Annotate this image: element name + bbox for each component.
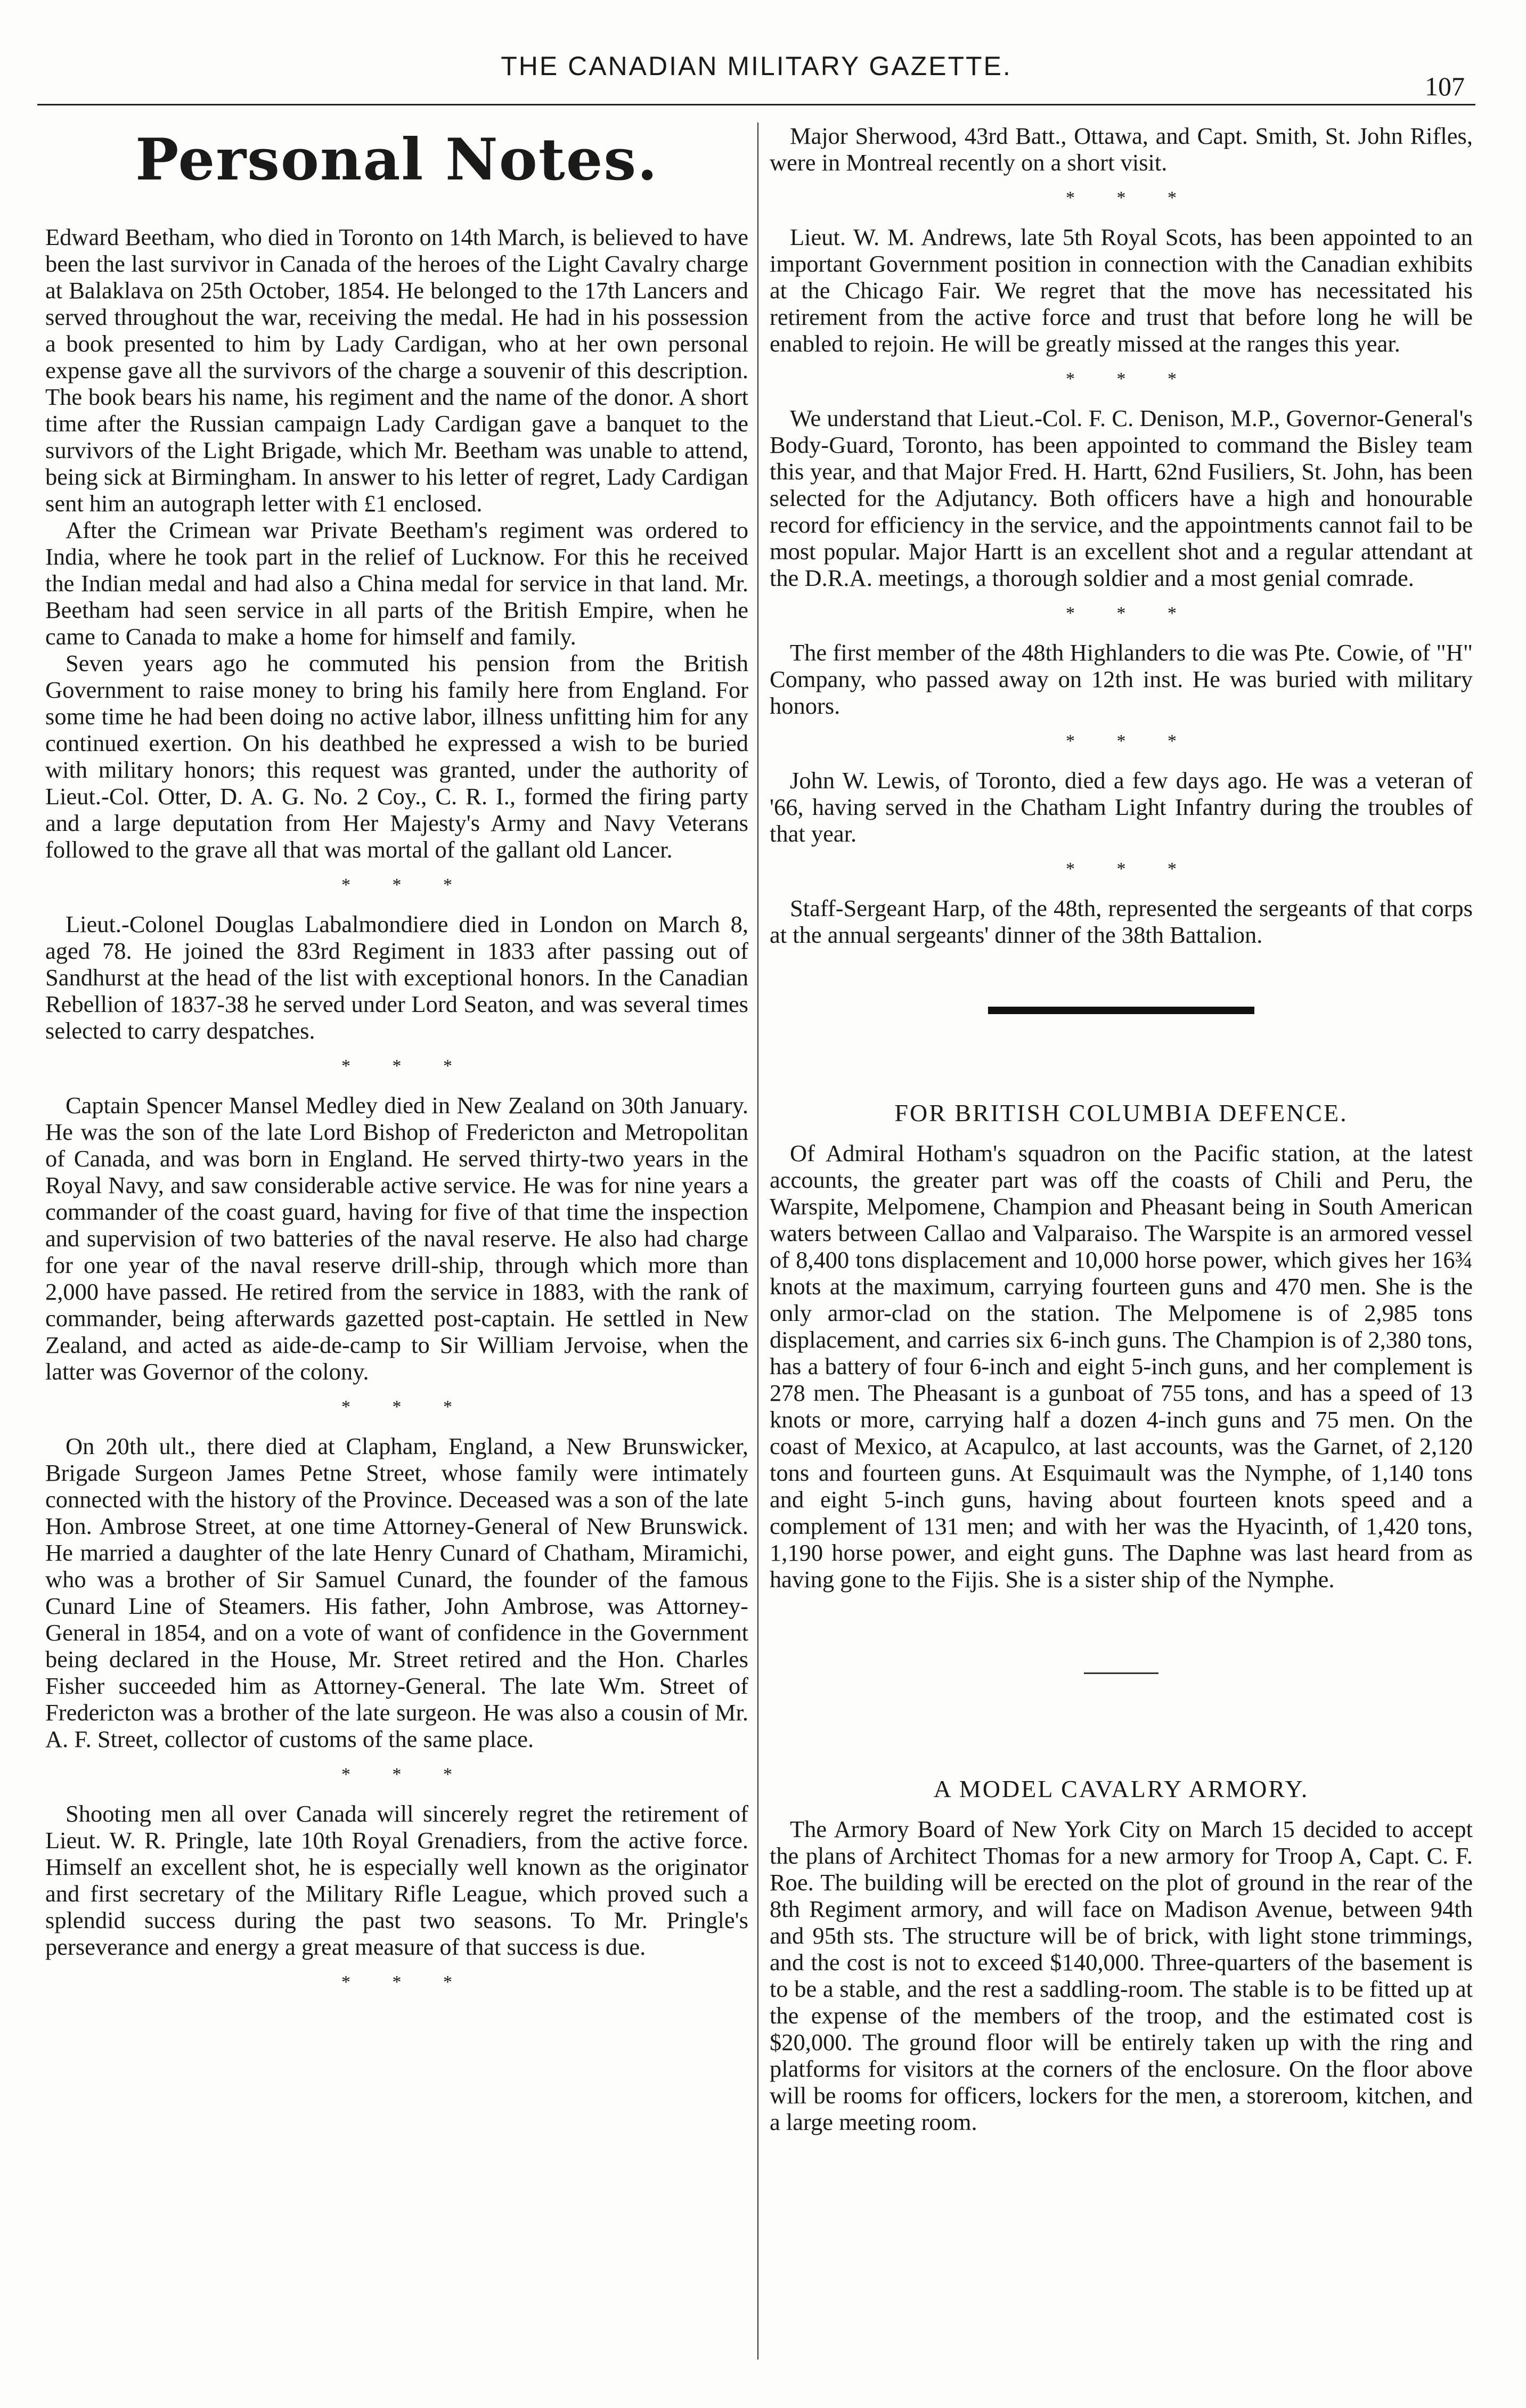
separator-stars: * * * bbox=[341, 1972, 452, 1992]
paragraph: Captain Spencer Mansel Medley died in New Zealand on 30th January. He was the son of the late Lord Bishop of Fredericton and Metropolitan of Canada, and was born in England. He served thirty-two years in the Royal Navy, and saw considerable active service. He was for nine years a commander of the coast guard, having for five of that time the inspection and supervision of two batteries of the naval reserve. He also had charge for one year of the naval reserve drill-ship, through which more than 2,000 have passed. He retired from the service in 1883, with the rank of commander, being afterwards gazetted post-captain. He settled in New Zealand, and acted as aide-de-camp to Sir William Jervoise, when the latter was Governor of the colony. bbox=[45, 1092, 748, 1385]
note-andrews: Lieut. W. M. Andrews, late 5th Royal Scots, has been appointed to an important Government position in connection with the Canadian exhibits at the Chicago Fair. We regret that the move has necessitated his retirement from the active force and trust that before long he will be enabled to rejoin. He will be greatly missed at the ranges this year. bbox=[770, 224, 1473, 357]
note-sherwood: Major Sherwood, 43rd Batt., Ottawa, and Capt. Smith, St. John Rifles, were in Montreal recently on a short visit. bbox=[770, 123, 1473, 176]
note-lewis: John W. Lewis, of Toronto, died a few days ago. He was a veteran of '66, having served in the Chatham Light Infantry during the troubles of that year. bbox=[770, 767, 1473, 847]
separator-stars: * * * bbox=[341, 875, 452, 895]
note-pringle bbox=[45, 1800, 748, 1960]
paragraph: Lieut.-Colonel Douglas Labalmondiere died in London on March 8, aged 78. He joined the 83rd Regiment in 1833 after passing out of Sandhurst at the head of the list with exceptional honors. In the Canadian Rebellion of 1837-38 he served under Lord Seaton, and was several times selected to carry despatches. bbox=[45, 911, 748, 1044]
heading-bc-defence: FOR BRITISH COLUMBIA DEFENCE. bbox=[894, 1099, 1348, 1127]
separator-stars: * * * bbox=[1066, 603, 1177, 623]
separator-stars: * * * bbox=[341, 1056, 452, 1076]
note-harp: Staff-Sergeant Harp, of the 48th, represented the sergeants of that corps at the annual sergeants' dinner of the 38th Battalion. bbox=[770, 895, 1473, 948]
separator-stars: * * * bbox=[1066, 859, 1177, 879]
note-denison: We understand that Lieut.-Col. F. C. Denison, M.P., Governor-General's Body-Guard, Toronto, has been appointed to command the Bisley team this year, and that Major Fred. H. Hartt, 62nd Fusiliers, St. John, has been selected for the Adjutancy. Both officers have a high and honourable record for efficiency in the service, and the appointments cannot fail to be most popular. Major Hartt is an excellent shot and a regular attendant at the D.R.A. meetings, a thorough soldier and a most genial comrade. bbox=[770, 405, 1473, 591]
section-title-personal-notes: Personal Notes. bbox=[135, 126, 658, 193]
obituary-labalmondiere bbox=[45, 911, 748, 1044]
separator-stars: * * * bbox=[1066, 188, 1177, 208]
separator-stars: * * * bbox=[1066, 731, 1177, 751]
paragraph: Shooting men all over Canada will sincerely regret the retirement of Lieut. W. R. Pringle, late 10th Royal Grenadiers, from the active force. Himself an excellent shot, he is especially well known as the originator and first secretary of the Military Rifle League, which proved such a splendid success during the past two seasons. To Mr. Pringle's perseverance and energy a great measure of that success is due. bbox=[45, 1800, 748, 1960]
short-section-rule bbox=[1084, 1672, 1158, 1674]
paragraph: Edward Beetham, who died in Toronto on 14th March, is believed to have been the last survivor in Canada of the heroes of the Light Cavalry charge at Balaklava on 25th October, 1854. He belonged to the 17th Lancers and served throughout the war, receiving the medal. He had in his possession a book presented to him by Lady Cardigan, who at her own personal expense gave all the survivors of the charge a souvenir of this description. The book bears his name, his regiment and the name of the donor. A short time after the Russian campaign Lady Cardigan gave a banquet to the survivors of the Light Brigade, which Mr. Beetham was unable to attend, being sick at Birmingham. In answer to his letter of regret, Lady Cardigan sent him an autograph letter with £1 enclosed. bbox=[45, 224, 748, 517]
article-bc-defence: Of Admiral Hotham's squadron on the Pacific station, at the latest accounts, the greater part was off the coasts of Chili and Peru, the Warspite, Melpomene, Champion and Pheasant being in South American waters between Callao and Valparaiso. The Warspite is an armored vessel of 8,400 tons displacement and 10,000 horse power, which gives her 16¾ knots at the maximum, carrying fourteen guns and 470 men. She is the only armor-clad on the station. The Melpomene is of 2,985 tons displacement, and carries six 6-inch guns. The Champion is of 2,380 tons, has a battery of four 6-inch and eight 5-inch guns, and her complement is 278 men. The Pheasant is a gunboat of 755 tons, and has a speed of 13 knots or more, carrying half a dozen 4-inch guns and 75 men. On the coast of Mexico, at Acapulco, at last accounts, was the Garnet, of 2,120 tons and fourteen guns. At Esquimault was the Nymphe, of 1,140 tons and eight 5-inch guns, having about fourteen knots speed and a complement of 131 men; and with her was the Hyacinth, of 1,420 tons, 1,190 horse power, and eight guns. The Daphne was last heard from as having gone to the Fijis. She is a sister ship of the Nymphe. bbox=[770, 1140, 1473, 1593]
running-title: THE CANADIAN MILITARY GAZETTE. bbox=[501, 51, 1012, 81]
paragraph: Seven years ago he commuted his pension from the British Government to raise money to bring his family here from England. For some time he had been doing no active labor, illness unfitting him for any continued exertion. On his deathbed he expressed a wish to be buried with military honors; this request was granted, under the authority of Lieut.-Col. Otter, D. A. G. No. 2 Coy., C. R. I., formed the firing party and a large deputation from Her Majesty's Army and Navy Veterans followed to the grave all that was mortal of the gallant old Lancer. bbox=[45, 650, 748, 863]
right-column bbox=[770, 123, 1473, 2135]
heading-cavalry-armory: A MODEL CAVALRY ARMORY. bbox=[933, 1775, 1309, 1802]
separator-stars: * * * bbox=[341, 1397, 452, 1417]
separator-stars: * * * bbox=[1066, 369, 1177, 389]
page-header bbox=[37, 51, 1475, 99]
obituary-beetham bbox=[45, 224, 748, 863]
separator-stars: * * * bbox=[341, 1765, 452, 1784]
column-divider bbox=[757, 123, 758, 2360]
page-number: 107 bbox=[1425, 71, 1465, 101]
note-cowie: The first member of the 48th Highlanders to die was Pte. Cowie, of "H" Company, who passed away on 12th inst. He was buried with military honors. bbox=[770, 639, 1473, 719]
header-rule bbox=[37, 104, 1475, 105]
paragraph: After the Crimean war Private Beetham's regiment was ordered to India, where he took part in the relief of Lucknow. For this he received the Indian medal and had also a China medal for service in that land. Mr. Beetham had seen service in all parts of the British Empire, when he came to Canada to make a home for himself and family. bbox=[45, 517, 748, 650]
left-column bbox=[45, 123, 748, 2008]
obituary-medley bbox=[45, 1092, 748, 1385]
thick-section-rule bbox=[988, 1007, 1254, 1014]
obituary-street bbox=[45, 1433, 748, 1752]
article-cavalry-armory: The Armory Board of New York City on March 15 decided to accept the plans of Architect Thomas for a new armory for Troop A, Capt. C. F. Roe. The building will be erected on the plot of ground in the rear of the 8th Regiment armory, and will face on Madison Avenue, between 94th and 95th sts. The structure will be of brick, with light stone trimmings, and the cost is not to exceed $140,000. Three-quarters of the basement is to be a stable, and the rest a saddling-room. The stable is to be fitted up at the expense of the members of the troop, and the estimated cost is $20,000. The ground floor will be entirely taken up with the ring and platforms for visitors at the corners of the enclosure. On the floor above will be rooms for officers, lockers for the men, a storeroom, kitchen, and a large meeting room. bbox=[770, 1816, 1473, 2135]
paragraph: On 20th ult., there died at Clapham, England, a New Brunswicker, Brigade Surgeon James Petne Street, whose family were intimately connected with the history of the Province. Deceased was a son of the late Hon. Ambrose Street, at one time Attorney-General of New Brunswick. He married a daughter of the late Henry Cunard of Chatham, Miramichi, who was a brother of Sir Samuel Cunard, the founder of the famous Cunard Line of Steamers. His father, John Ambrose, was Attorney-General in 1854, and on a vote of want of confidence in the Government being declared in the House, Mr. Street retired and the Hon. Charles Fisher succeeded him as Attorney-General. The late Wm. Street of Fredericton was a brother of the late surgeon. He was also a cousin of Mr. A. F. Street, collector of customs of the same place. bbox=[45, 1433, 748, 1752]
